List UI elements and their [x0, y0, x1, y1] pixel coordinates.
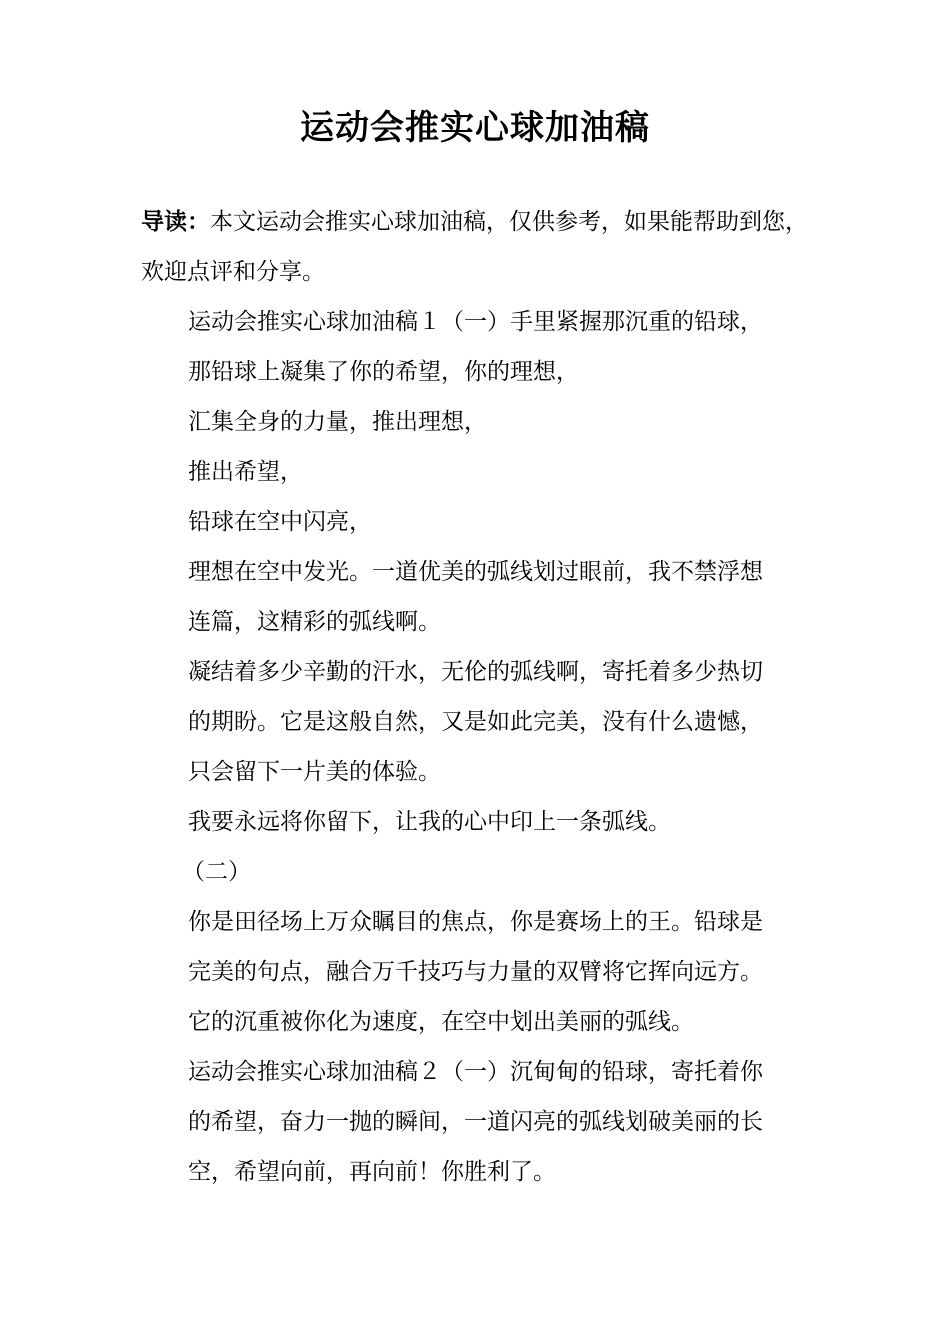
intro-label: 导读：	[141, 209, 210, 235]
text-line: 你是田径场上万众瞩目的焦点，你是赛场上的王。铅球是	[188, 909, 763, 935]
text-line: 推出希望，	[188, 459, 303, 485]
text-line: 空，希望向前，再向前！你胜利了。	[188, 1159, 556, 1185]
document-title: 运动会推实心球加油稿	[300, 108, 650, 148]
text-line: 理想在空中发光。一道优美的弧线划过眼前，我不禁浮想	[188, 559, 763, 585]
text-line: 它的沉重被你化为速度，在空中划出美丽的弧线。	[188, 1009, 694, 1035]
text-line: 汇集全身的力量，推出理想，	[188, 409, 487, 435]
section-marker: （二）	[182, 859, 251, 885]
intro-text: 本文运动会推实心球加油稿，仅供参考，如果能帮助到您，欢迎点评和分享。	[141, 209, 808, 285]
text-line: 运动会推实心球加油稿１（一）手里紧握那沉重的铅球，	[188, 309, 763, 335]
text-line: 铅球在空中闪亮，	[188, 509, 372, 535]
text-line: 那铅球上凝集了你的希望，你的理想，	[188, 359, 579, 385]
text-line: 连篇，这精彩的弧线啊。	[188, 609, 441, 635]
text-line: 凝结着多少辛勤的汗水，无伦的弧线啊，寄托着多少热切	[188, 659, 763, 685]
text-line: 运动会推实心球加油稿２（一）沉甸甸的铅球，寄托着你	[188, 1059, 763, 1085]
text-line: 只会留下一片美的体验。	[188, 759, 441, 785]
text-line: 完美的句点，融合万千技巧与力量的双臂将它挥向远方。	[188, 959, 763, 985]
text-line: 的希望，奋力一抛的瞬间，一道闪亮的弧线划破美丽的长	[188, 1109, 763, 1135]
text-line: 我要永远将你留下，让我的心中印上一条弧线。	[188, 809, 671, 835]
text-line: 的期盼。它是这般自然，又是如此完美，没有什么遗憾，	[188, 709, 763, 735]
body-text	[182, 297, 813, 1197]
intro-paragraph	[141, 197, 811, 297]
